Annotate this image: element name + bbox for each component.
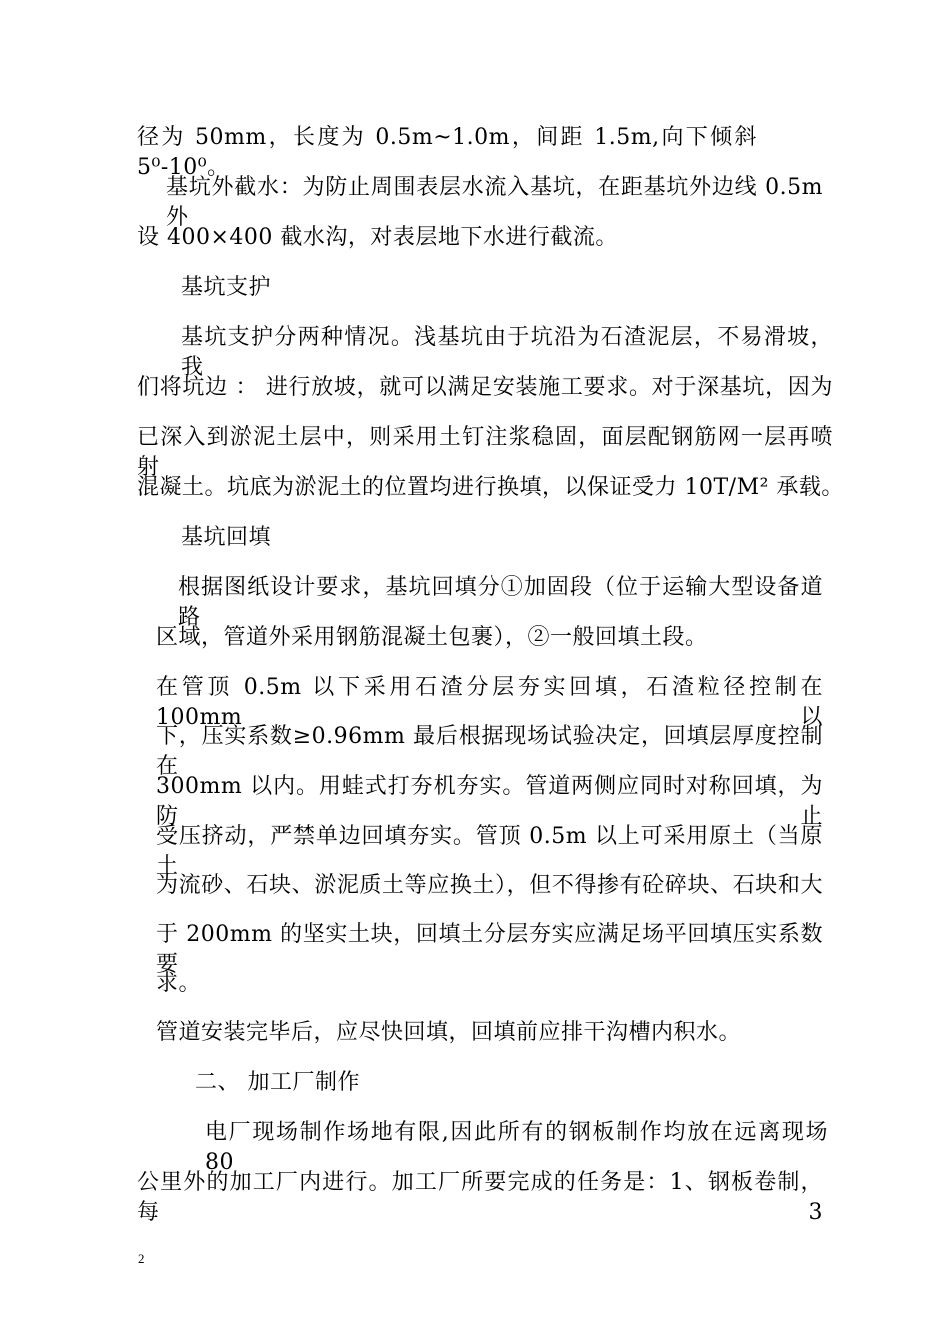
body-line-11: 区域，管道外采用钢筋混凝土包裹），②一般回填土段。	[156, 625, 708, 650]
body-line-5: 基坑支护分两种情况。浅基坑由于坑沿为石渣泥层，不易滑坡，我	[181, 325, 833, 380]
body-line-10: 根据图纸设计要求，基坑回填分①加固段（位于运输大型设备道路	[178, 575, 823, 630]
body-line-19: 管道安装完毕后，应尽快回填，回填前应排干沟槽内积水。	[156, 1020, 742, 1045]
body-line-2: 基坑外截水：为防止周围表层水流入基坑，在距基坑外边线 0.5m 外	[166, 175, 823, 230]
body-line-15: 受压挤动，严禁单边回填夯实。管顶 0.5m 以上可采用原土（当原土	[156, 824, 823, 879]
body-line-13: 下，压实系数≥0.96mm 最后根据现场试验决定，回填层厚度控制在	[156, 724, 823, 779]
body-line-22: 公里外的加工厂内进行。加工厂所要完成的任务是：1、钢板卷制，每 3	[137, 1170, 823, 1225]
body-line-3: 设 400×400 截水沟，对表层地下水进行截流。	[137, 225, 618, 250]
body-line-16: 为流砂、石块、淤泥质土等应换土），但不得掺有砼碎块、石块和大	[156, 873, 823, 898]
section-heading-backfill: 基坑回填	[181, 525, 272, 550]
body-line-8: 混凝土。坑底为淤泥土的位置均进行换填，以保证受力 10T/M² 承载。	[137, 475, 844, 500]
body-line-17: 于 200mm 的坚实土块，回填土分层夯实应满足场平回填压实系数要	[156, 922, 823, 977]
body-line-6: 们将坑边 ： 进行放坡，就可以满足安装施工要求。对于深基坑，因为	[137, 375, 833, 400]
body-line-1: 径为 50mm，长度为 0.5m~1.0m，间距 1.5m,向下倾斜 5⁰-10⁰。	[137, 125, 757, 180]
section-heading-factory: 二、 加工厂制作	[195, 1070, 360, 1095]
page-number: 2	[138, 1251, 145, 1266]
body-line-21: 电厂现场制作场地有限,因此所有的钢板制作均放在远离现场 80	[205, 1120, 828, 1175]
section-heading-support: 基坑支护	[181, 275, 272, 300]
body-line-18: 求。	[156, 971, 202, 996]
body-line-12: 在管顶 0.5m 以下采用石渣分层夯实回填，石渣粒径控制在 100mm 以	[156, 675, 823, 730]
body-line-14: 300mm 以内。用蛙式打夯机夯实。管道两侧应同时对称回填，为防止	[156, 774, 823, 829]
body-line-7: 已深入到淤泥土层中，则采用土钉注浆稳固，面层配钢筋网一层再喷射	[137, 425, 833, 480]
